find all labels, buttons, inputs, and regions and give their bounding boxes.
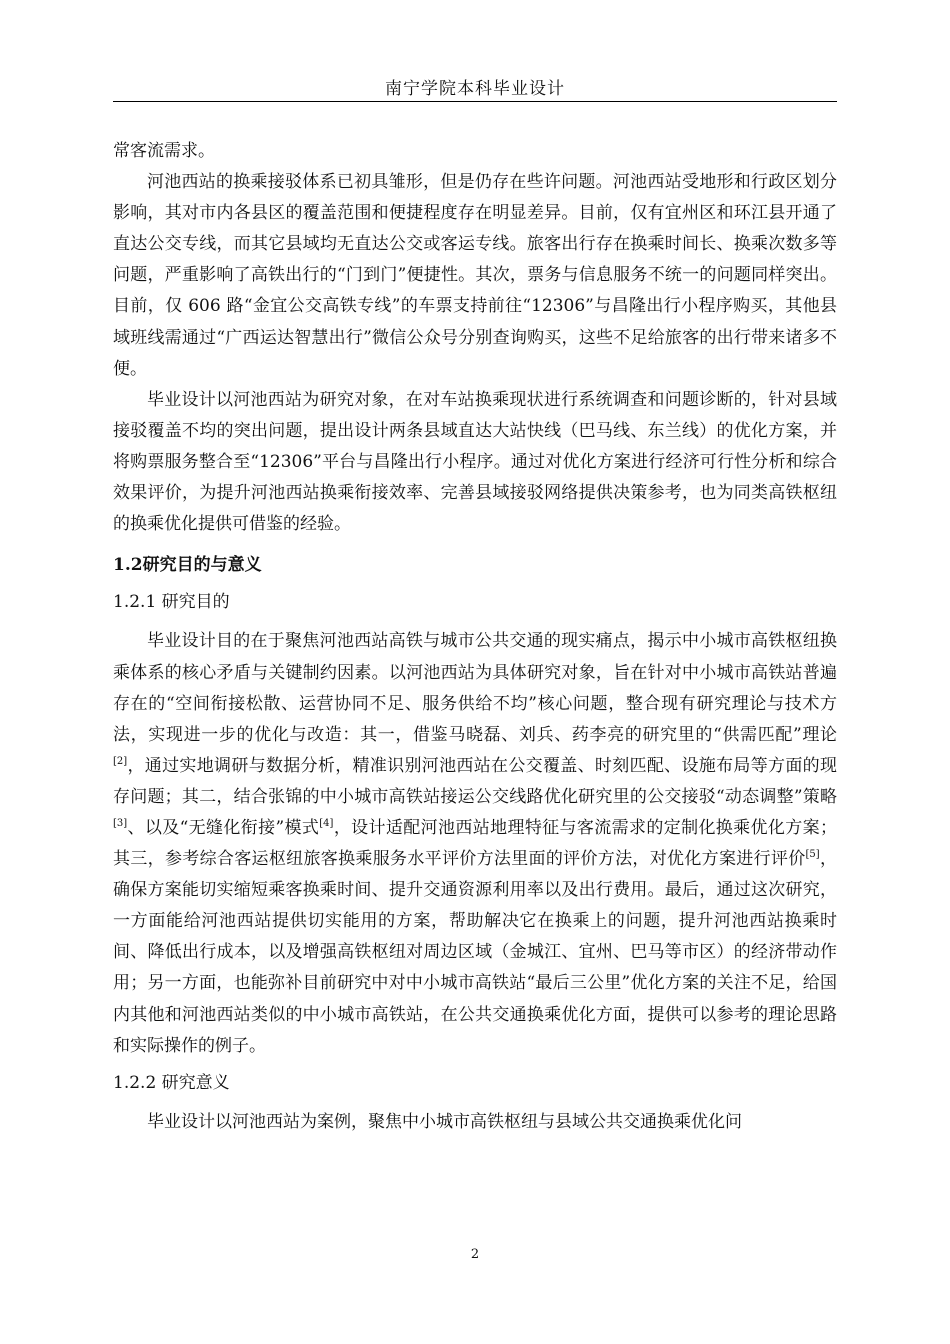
header-divider — [113, 101, 837, 102]
text-segment: ，确保方案能切实缩短乘客换乘时间、提升交通资源利用率以及出行费用。最后，通过这次研究，一方面能给河池西站提供切实能用的方案，帮助解决它在换乘上的问题，提升河池西站换乘时间、降低出行成本，以及增强高铁枢纽对周边区域（金城江、宜州、巴马等市区）的经济带动作用；另一方面，也能弥补目前研究中对中小城市高铁站“最后三公里”优化方案的关注不足，给国内其他和河池西站类似的中小城市高铁站，在公共交通换乘优化方面，提供可以参考的理论思路和实际操作的例子。 — [113, 849, 838, 1056]
subsection-heading: 1.2.2 研究意义 — [113, 1072, 230, 1093]
text-segment: 、以及“无缝化衔接”模式 — [127, 817, 320, 838]
citation-ref: [4] — [319, 817, 334, 829]
text-segment: ，设计适配河池西站地理特征与客流需求的定制化换乘优化方案；其三，参考综合客运枢纽旅客换乘服务水平评价方法里面的评价方法，对优化方案进行评价 — [113, 817, 837, 870]
paragraph: 毕业设计以河池西站为研究对象，在对车站换乘现状进行系统调查和问题诊断的，针对县域接驳覆盖不均的突出问题，提出设计两条县域直达大站快线（巴马线、东兰线）的优化方案，并将购票服务整合至“12306”平台与昌隆出行小程序。通过对优化方案进行经济可行性分析和综合效果评价，为提升河池西站换乘衔接效率、完善县域接驳网络提供决策参考，也为同类高铁枢纽的换乘优化提供可借鉴的经验。 — [113, 389, 837, 535]
document-body — [113, 136, 837, 1138]
paragraph — [113, 626, 837, 1061]
paragraph-continuation: 常客流需求。 — [113, 141, 215, 161]
text-segment: ，通过实地调研与数据分析，精准识别河池西站在公交覆盖、时刻匹配、设施布局等方面的现存问题；其二，结合张锦的中小城市高铁站接运公交线路优化研究里的公交接驳“动态调整”策略 — [113, 755, 837, 807]
section-heading: 1.2研究目的与意义 — [113, 555, 262, 576]
subsection-heading: 1.2.1 研究目的 — [113, 592, 230, 613]
citation-ref: [2] — [113, 755, 128, 767]
text-segment: 毕业设计目的在于聚焦河池西站高铁与城市公共交通的现实痛点，揭示中小城市高铁枢纽换乘体系的核心矛盾与关键制约因素。以河池西站为具体研究对象，旨在针对中小城市高铁站普遍存在的“空间衔接松散、运营协同不足、服务供给不均”核心问题，整合现有研究理论与技术方法，实现进一步的优化与改造：其一，借鉴马晓磊、刘兵、药李亮的研究里的“供需匹配”理论 — [113, 631, 837, 745]
page-number: 2 — [470, 1247, 480, 1262]
running-header: 南宁学院本科毕业设计 — [385, 79, 565, 99]
citation-ref: [3] — [113, 817, 128, 829]
paragraph: 河池西站的换乘接驳体系已初具雏形，但是仍存在些许问题。河池西站受地形和行政区划分影响，其对市内各县区的覆盖范围和便捷程度存在明显差异。目前，仅有宜州区和环江县开通了直达公交专线，而其它县域均无直达公交或客运专线。旅客出行存在换乘时间长、换乘次数多等问题，严重影响了高铁出行的“门到门”便捷性。其次，票务与信息服务不统一的问题同样突出。目前，仅 606 路“金宜公交高铁专线”的车票支持前往“12306”与昌隆出行小程序购买，其他县域班线需通过“广西运达智慧出行”微信公众号分别查询购买，这些不足给旅客的出行带来诸多不便。 — [113, 172, 837, 379]
paragraph: 毕业设计以河池西站为案例，聚焦中小城市高铁枢纽与县域公共交通换乘优化问 — [147, 1111, 742, 1132]
citation-ref: [5] — [805, 849, 820, 861]
